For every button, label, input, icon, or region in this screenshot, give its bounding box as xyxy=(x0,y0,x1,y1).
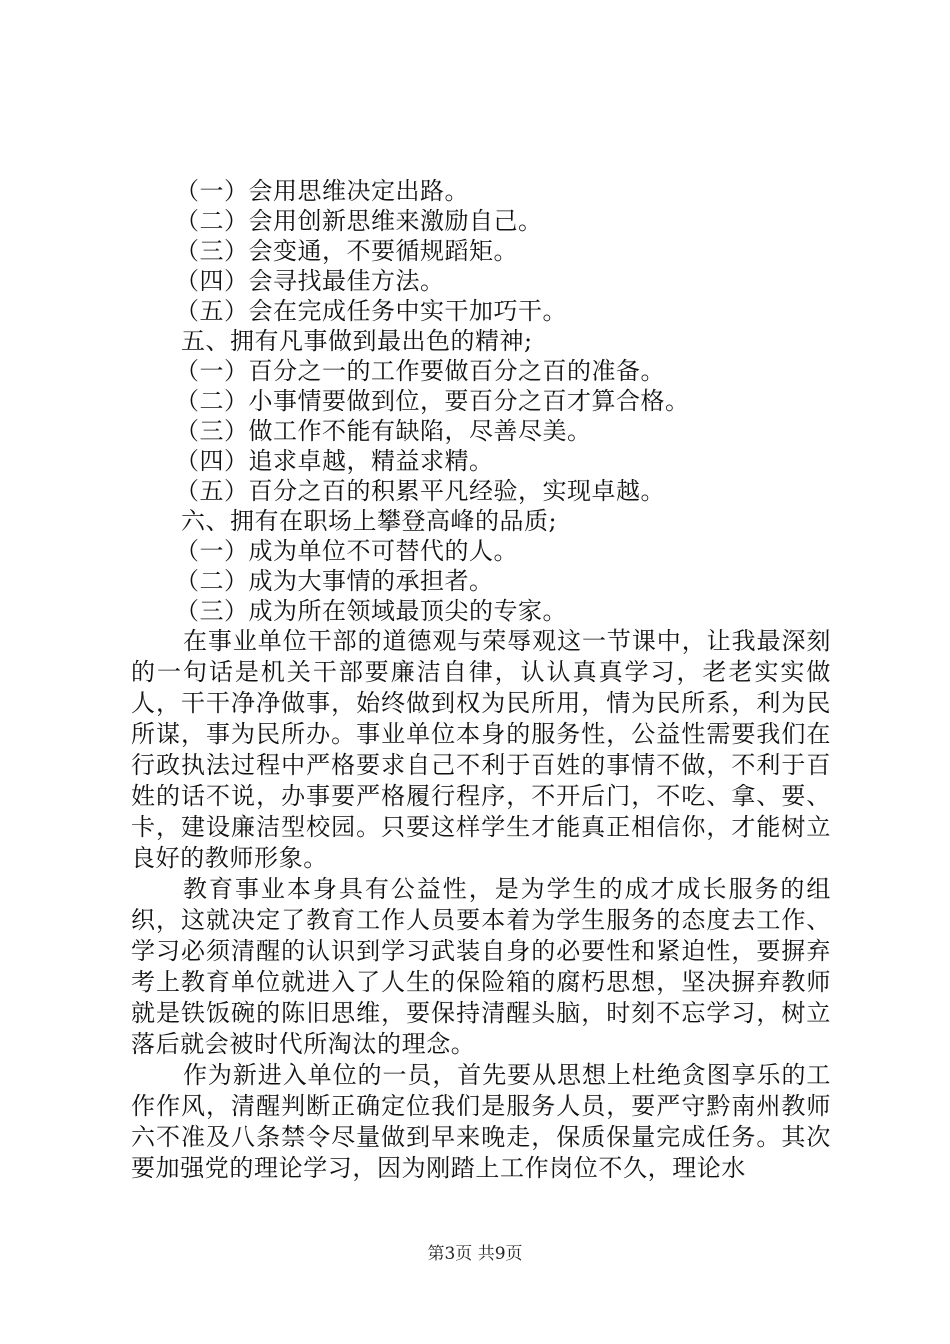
page-body xyxy=(131,176,831,1184)
paragraph-education: 教育事业本身具有公益性，是为学生的成才成长服务的组织，这就决定了教育工作人员要本着为学生服务的态度去工作、学习必须清醒的认识到学习武装自身的必要性和紧迫性，要摒弃考上教育单位就进入了人生的保险箱的腐朽思想，坚决摒弃教师就是铁饭碗的陈旧思维，要保持清醒头脑，时刻不忘学习，树立落后就会被时代所淘汰的理念。 xyxy=(131,875,831,1058)
paragraph-ethics: 在事业单位干部的道德观与荣辱观这一节课中，让我最深刻的一句话是机关干部要廉洁自律，认认真真学习，老老实实做人，干干净净做事，始终做到权为民所用，情为民所系，利为民所谋，事为民所办。事业单位本身的服务性，公益性需要我们在行政执法过程中严格要求自己不利于百姓的事情不做，不利于百姓的话不说，办事要严格履行程序，不开后门，不吃、拿、要、卡，建设廉洁型校园。只要这样学生才能真正相信你，才能树立良好的教师形象。 xyxy=(131,627,831,872)
page-number-footer: 第3页 共9页 xyxy=(427,1244,523,1264)
list-item: （四）追求卓越，精益求精。 xyxy=(175,447,494,475)
list-item: （一）百分之一的工作要做百分之百的准备。 xyxy=(175,357,665,385)
list-item: （四）会寻找最佳方法。 xyxy=(175,267,445,295)
list-item: （三）做工作不能有缺陷，尽善尽美。 xyxy=(175,417,592,445)
section-heading-6: 六、拥有在职场上攀登高峰的品质; xyxy=(181,507,558,535)
list-item: （二）小事情要做到位，要百分之百才算合格。 xyxy=(175,387,690,415)
list-item: （三）成为所在领域最顶尖的专家。 xyxy=(175,597,567,625)
section-heading-5: 五、拥有凡事做到最出色的精神; xyxy=(181,327,533,355)
list-item: （五）会在完成任务中实干加巧干。 xyxy=(175,297,567,325)
list-item: （二）会用创新思维来激励自己。 xyxy=(175,207,543,235)
paragraph-new-member: 作为新进入单位的一员，首先要从思想上杜绝贪图享乐的工作作风，清醒判断正确定位我们是服务人员，要严守黔南州教师六不准及八条禁令尽量做到早来晚走，保质保量完成任务。其次要加强党的理论学习，因为刚踏上工作岗位不久，理论水 xyxy=(131,1061,831,1182)
list-item: （一）会用思维决定出路。 xyxy=(175,177,469,205)
list-item: （二）成为大事情的承担者。 xyxy=(175,567,494,595)
list-item: （五）百分之百的积累平凡经验，实现卓越。 xyxy=(175,477,665,505)
list-item: （一）成为单位不可替代的人。 xyxy=(175,537,518,565)
list-item: （三）会变通，不要循规蹈矩。 xyxy=(175,237,518,265)
